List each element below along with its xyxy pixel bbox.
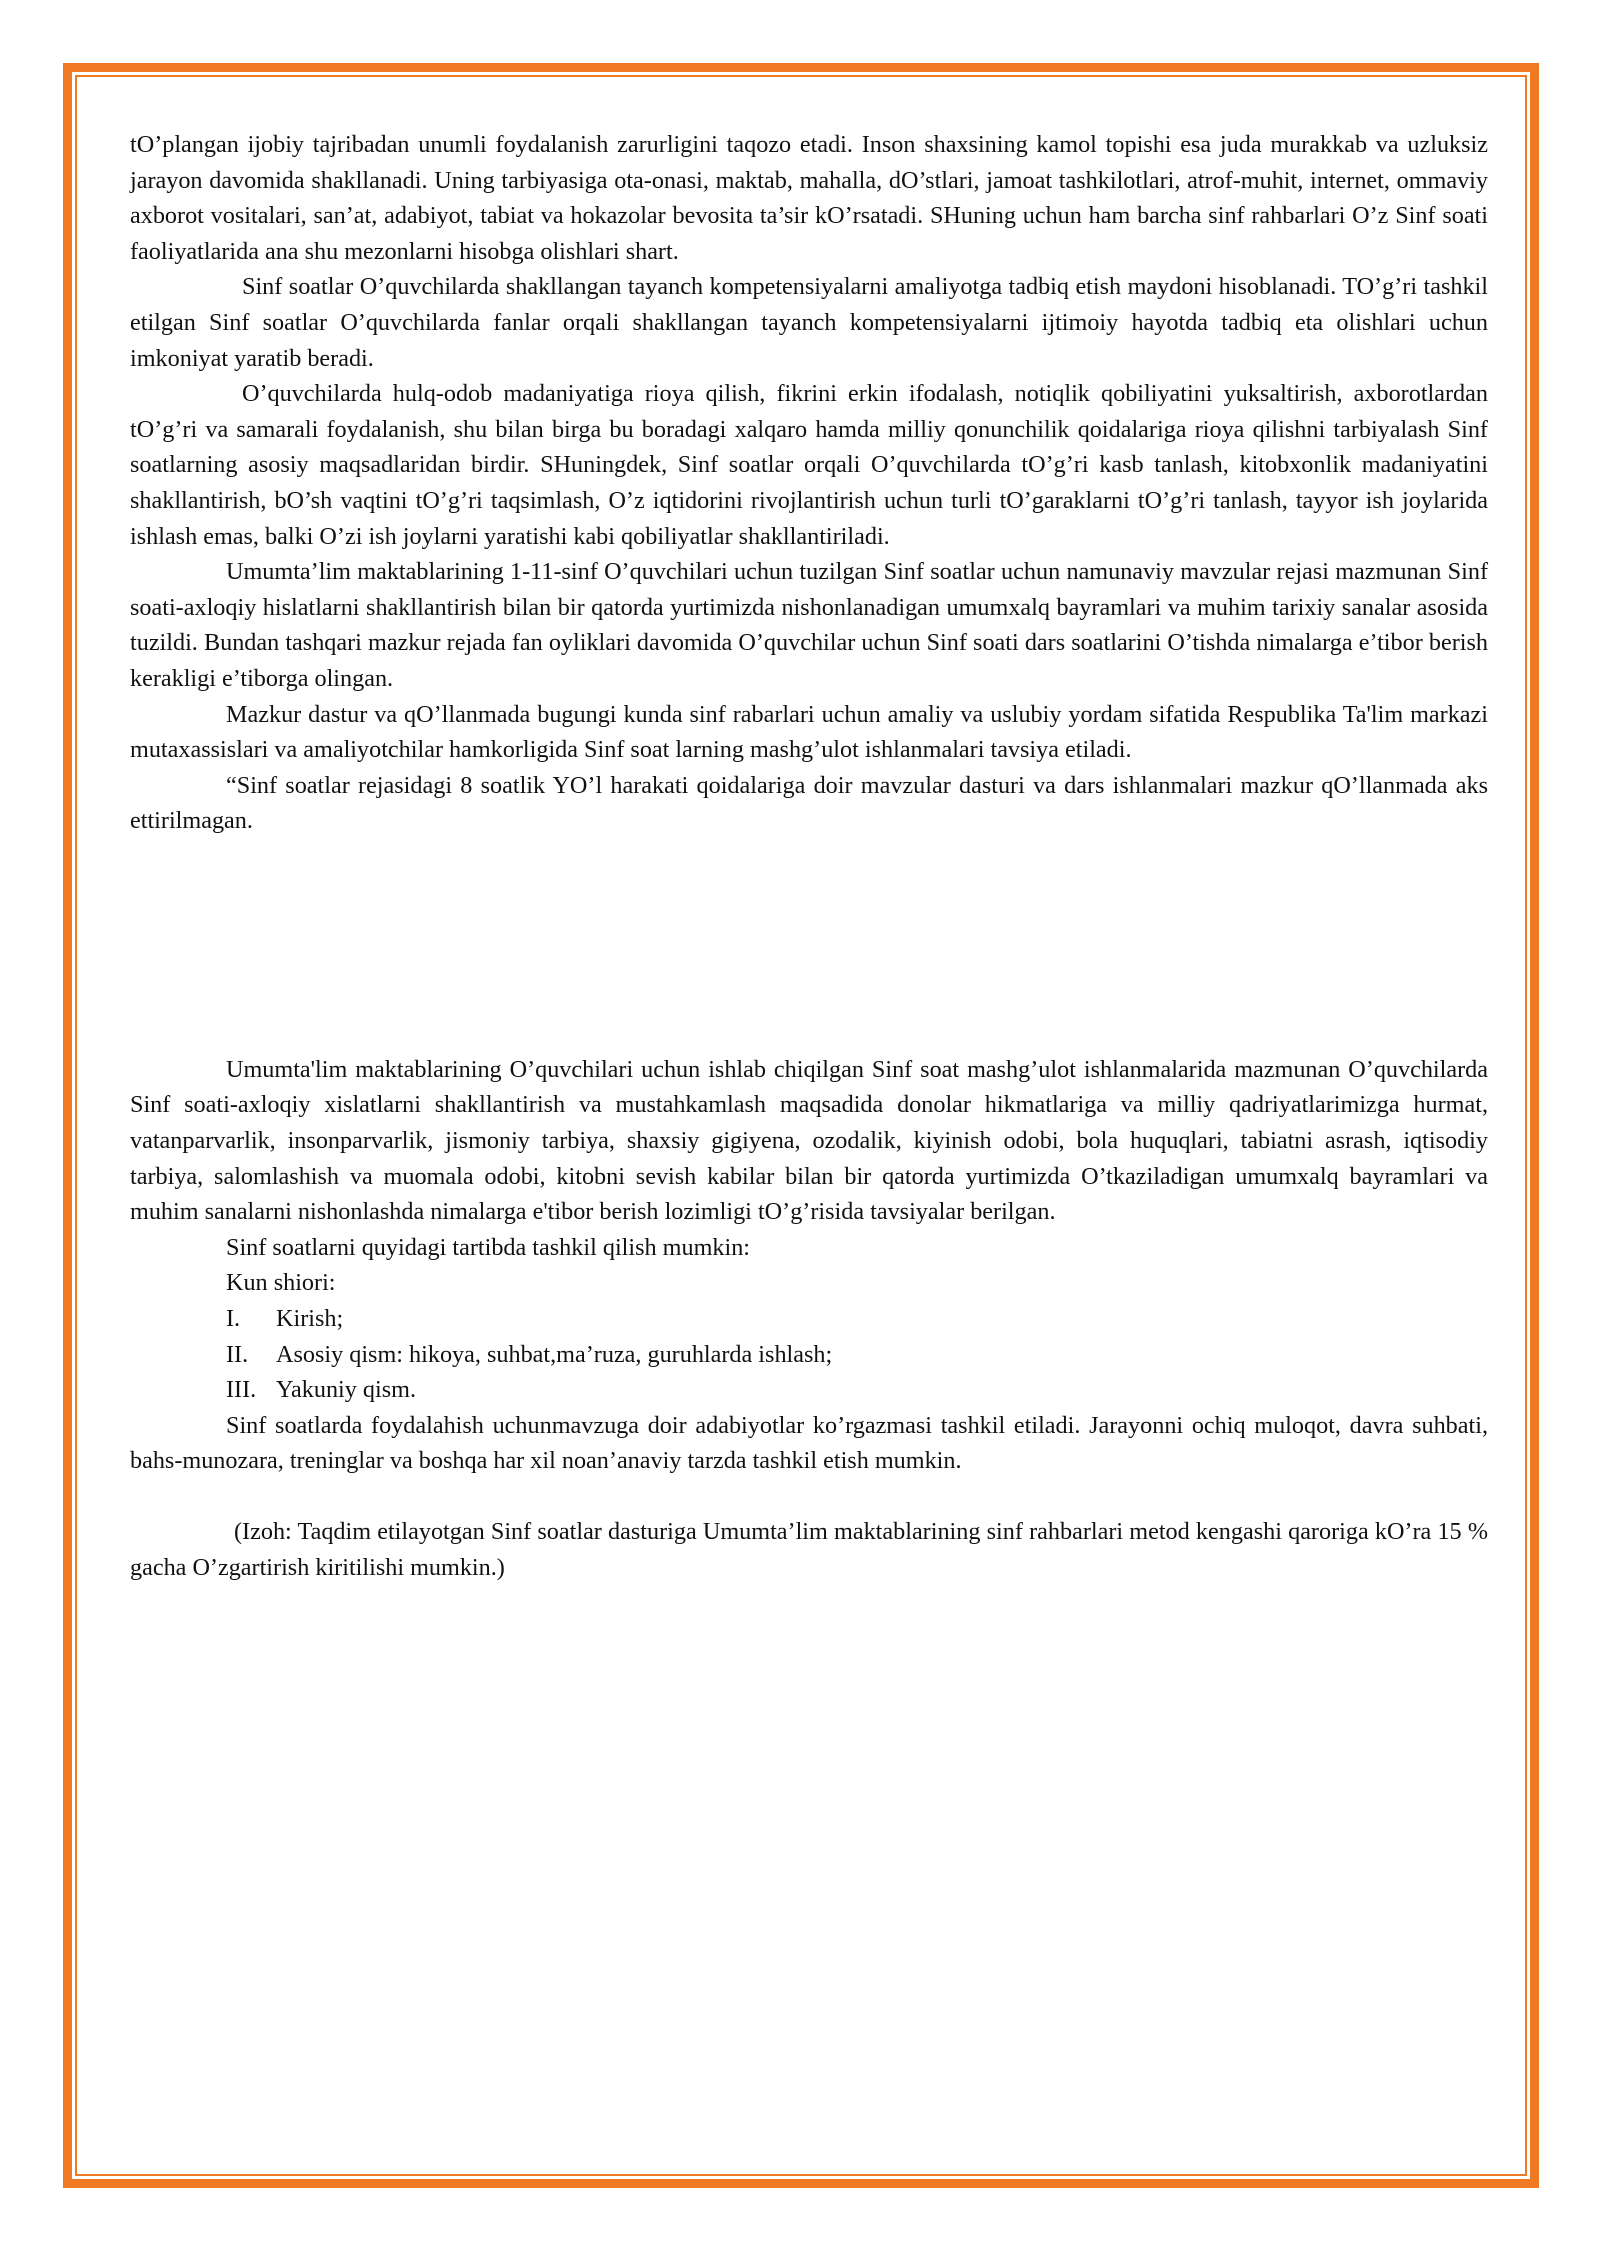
document-body <box>130 127 1488 1585</box>
list-number: I. <box>226 1305 241 1333</box>
paragraph-3: O’quvchilarda hulq-odob madaniyatiga rioya qilish, fikrini erkin ifodalash, notiqlik qobiliyatini yuksaltirish, axborotlardan tO’g’ri va samarali foydalanish, shu bilan birga bu boradagi xalqaro hamda milliy qonunchilik qoidalariga rioya qilishni tarbiyalash Sinf soatlarning asosiy maqsadlaridan birdir. SHuningdek, Sinf soatlar orqali O’quvchilarda tO’g’ri kasb tanlash, kitobxonlik madaniyatini shakllantirish, bO’sh vaqtini tO’g’ri taqsimlash, O’z iqtidorini rivojlantirish uchun turli tO’garaklarni tO’g’ri tanlash, tayyor ish joylarida ishlash emas, balki O’zi ish joylarni yaratishi kabi qobiliyatlar shakllantiriladi. <box>130 380 1488 550</box>
order-intro: Sinf soatlarni quyidagi tartibda tashkil qilish mumkin: <box>226 1233 751 1261</box>
list-number: III. <box>226 1376 257 1404</box>
list-text: Kirish; <box>276 1305 344 1333</box>
motto-label: Kun shiori: <box>226 1269 336 1297</box>
list-text: Yakuniy qism. <box>276 1376 417 1404</box>
list-text: Asosiy qism: hikoya, suhbat,ma’ruza, guruhlarda ishlash; <box>276 1340 833 1368</box>
paragraph-2: Sinf soatlar O’quvchilarda shakllangan tayanch kompetensiyalarni amaliyotga tadbiq etish maydoni hisoblanadi. TO’g’ri tashkil etilgan Sinf soatlar O’quvchilarda fanlar orqali shakllangan tayanch kompetensiyalarni ijtimoiy hayotda tadbiq eta olishlari uchun imkoniyat yaratib beradi. <box>130 273 1488 372</box>
paragraph-6: “Sinf soatlar rejasidagi 8 soatlik YO’l harakati qoidalariga doir mavzular dasturi va dars ishlanmalari mazkur qO’llanmada aks ettirilmagan. <box>130 771 1488 835</box>
list-item <box>130 1337 1488 1373</box>
paragraph-1: tO’plangan ijobiy tajribadan unumli foydalanish zarurligini taqozo etadi. Inson shaxsining kamol topishi esa juda murakkab va uzluksiz jarayon davomida shakllanadi. Uning tarbiyasiga ota-onasi, maktab, mahalla, dO’stlari, jamoat tashkilotlari, atrof-muhit, internet, ommaviy axborot vositalari, san’at, adabiyot, tabiat va hokazolar bevosita ta’sir kO’rsatadi. SHuning uchun ham barcha sinf rahbarlari O’z Sinf soati faoliyatlarida ana shu mezonlarni hisobga olishlari shart. <box>130 131 1488 265</box>
blank-space <box>130 839 1488 1052</box>
paragraph-5: Mazkur dastur va qO’llanmada bugungi kunda sinf rabarlari uchun amaliy va uslubiy yordam sifatida Respublika Ta'lim markazi mutaxassislari va amaliyotchilar hamkorligida Sinf soat larning mashg’ulot ishlanmalari tavsiya etiladi. <box>130 700 1488 764</box>
blank-line <box>130 1479 1488 1514</box>
list-number: II. <box>226 1340 249 1368</box>
paragraph-4: Umumta’lim maktablarining 1-11-sinf O’quvchilari uchun tuzilgan Sinf soatlar uchun namunaviy mavzular rejasi mazmunan Sinf soati-axloqiy hislatlarni shakllantirish bilan bir qatorda yurtimizda nishonlanadigan umumxalq bayramlari va muhim tarixiy sanalar asosida tuzildi. Bundan tashqari mazkur rejada fan oyliklari davomida O’quvchilar uchun Sinf soati dars soatlarini O’tishda nimalarga e’tibor berish kerakligi e’tiborga olingan. <box>130 558 1488 692</box>
note-paragraph: (Izoh: Taqdim etilayotgan Sinf soatlar dasturiga Umumta’lim maktablarining sinf rahbarlari metod kengashi qaroriga kO’ra 15 % gacha O’zgartirish kiritilishi mumkin.) <box>130 1518 1488 1581</box>
list-item <box>130 1301 1488 1337</box>
paragraph-8: Sinf soatlarda foydalahish uchunmavzuga doir adabiyotlar ko’rgazmasi tashkil etiladi. Jarayonni ochiq muloqot, davra suhbati, bahs-munozara, treninglar va boshqa har xil noan’anaviy tarzda tashkil etish mumkin. <box>130 1411 1488 1475</box>
list-item <box>130 1372 1488 1408</box>
paragraph-7: Umumta'lim maktablarining O’quvchilari uchun ishlab chiqilgan Sinf soat mashg’ulot ishlanmalarida mazmunan O’quvchilarda Sinf soati-axloqiy xislatlarni shakllantirish va mustahkamlash maqsadida donolar hikmatlariga va milliy qadriyatlarimizga hurmat, vatanparvarlik, insonparvarlik, jismoniy tarbiya, shaxsiy gigiyena, ozodalik, kiyinish odobi, bola huquqlari, tabiatni asrash, iqtisodiy tarbiya, salomlashish va muomala odobi, kitobni sevish kabilar bilan bir qatorda yurtimizda O’tkaziladigan umumxalq bayramlari va muhim sanalarni nishonlashda nimalarga e'tibor berish lozimligi tO’g’risida tavsiyalar berilgan. <box>130 1055 1488 1226</box>
